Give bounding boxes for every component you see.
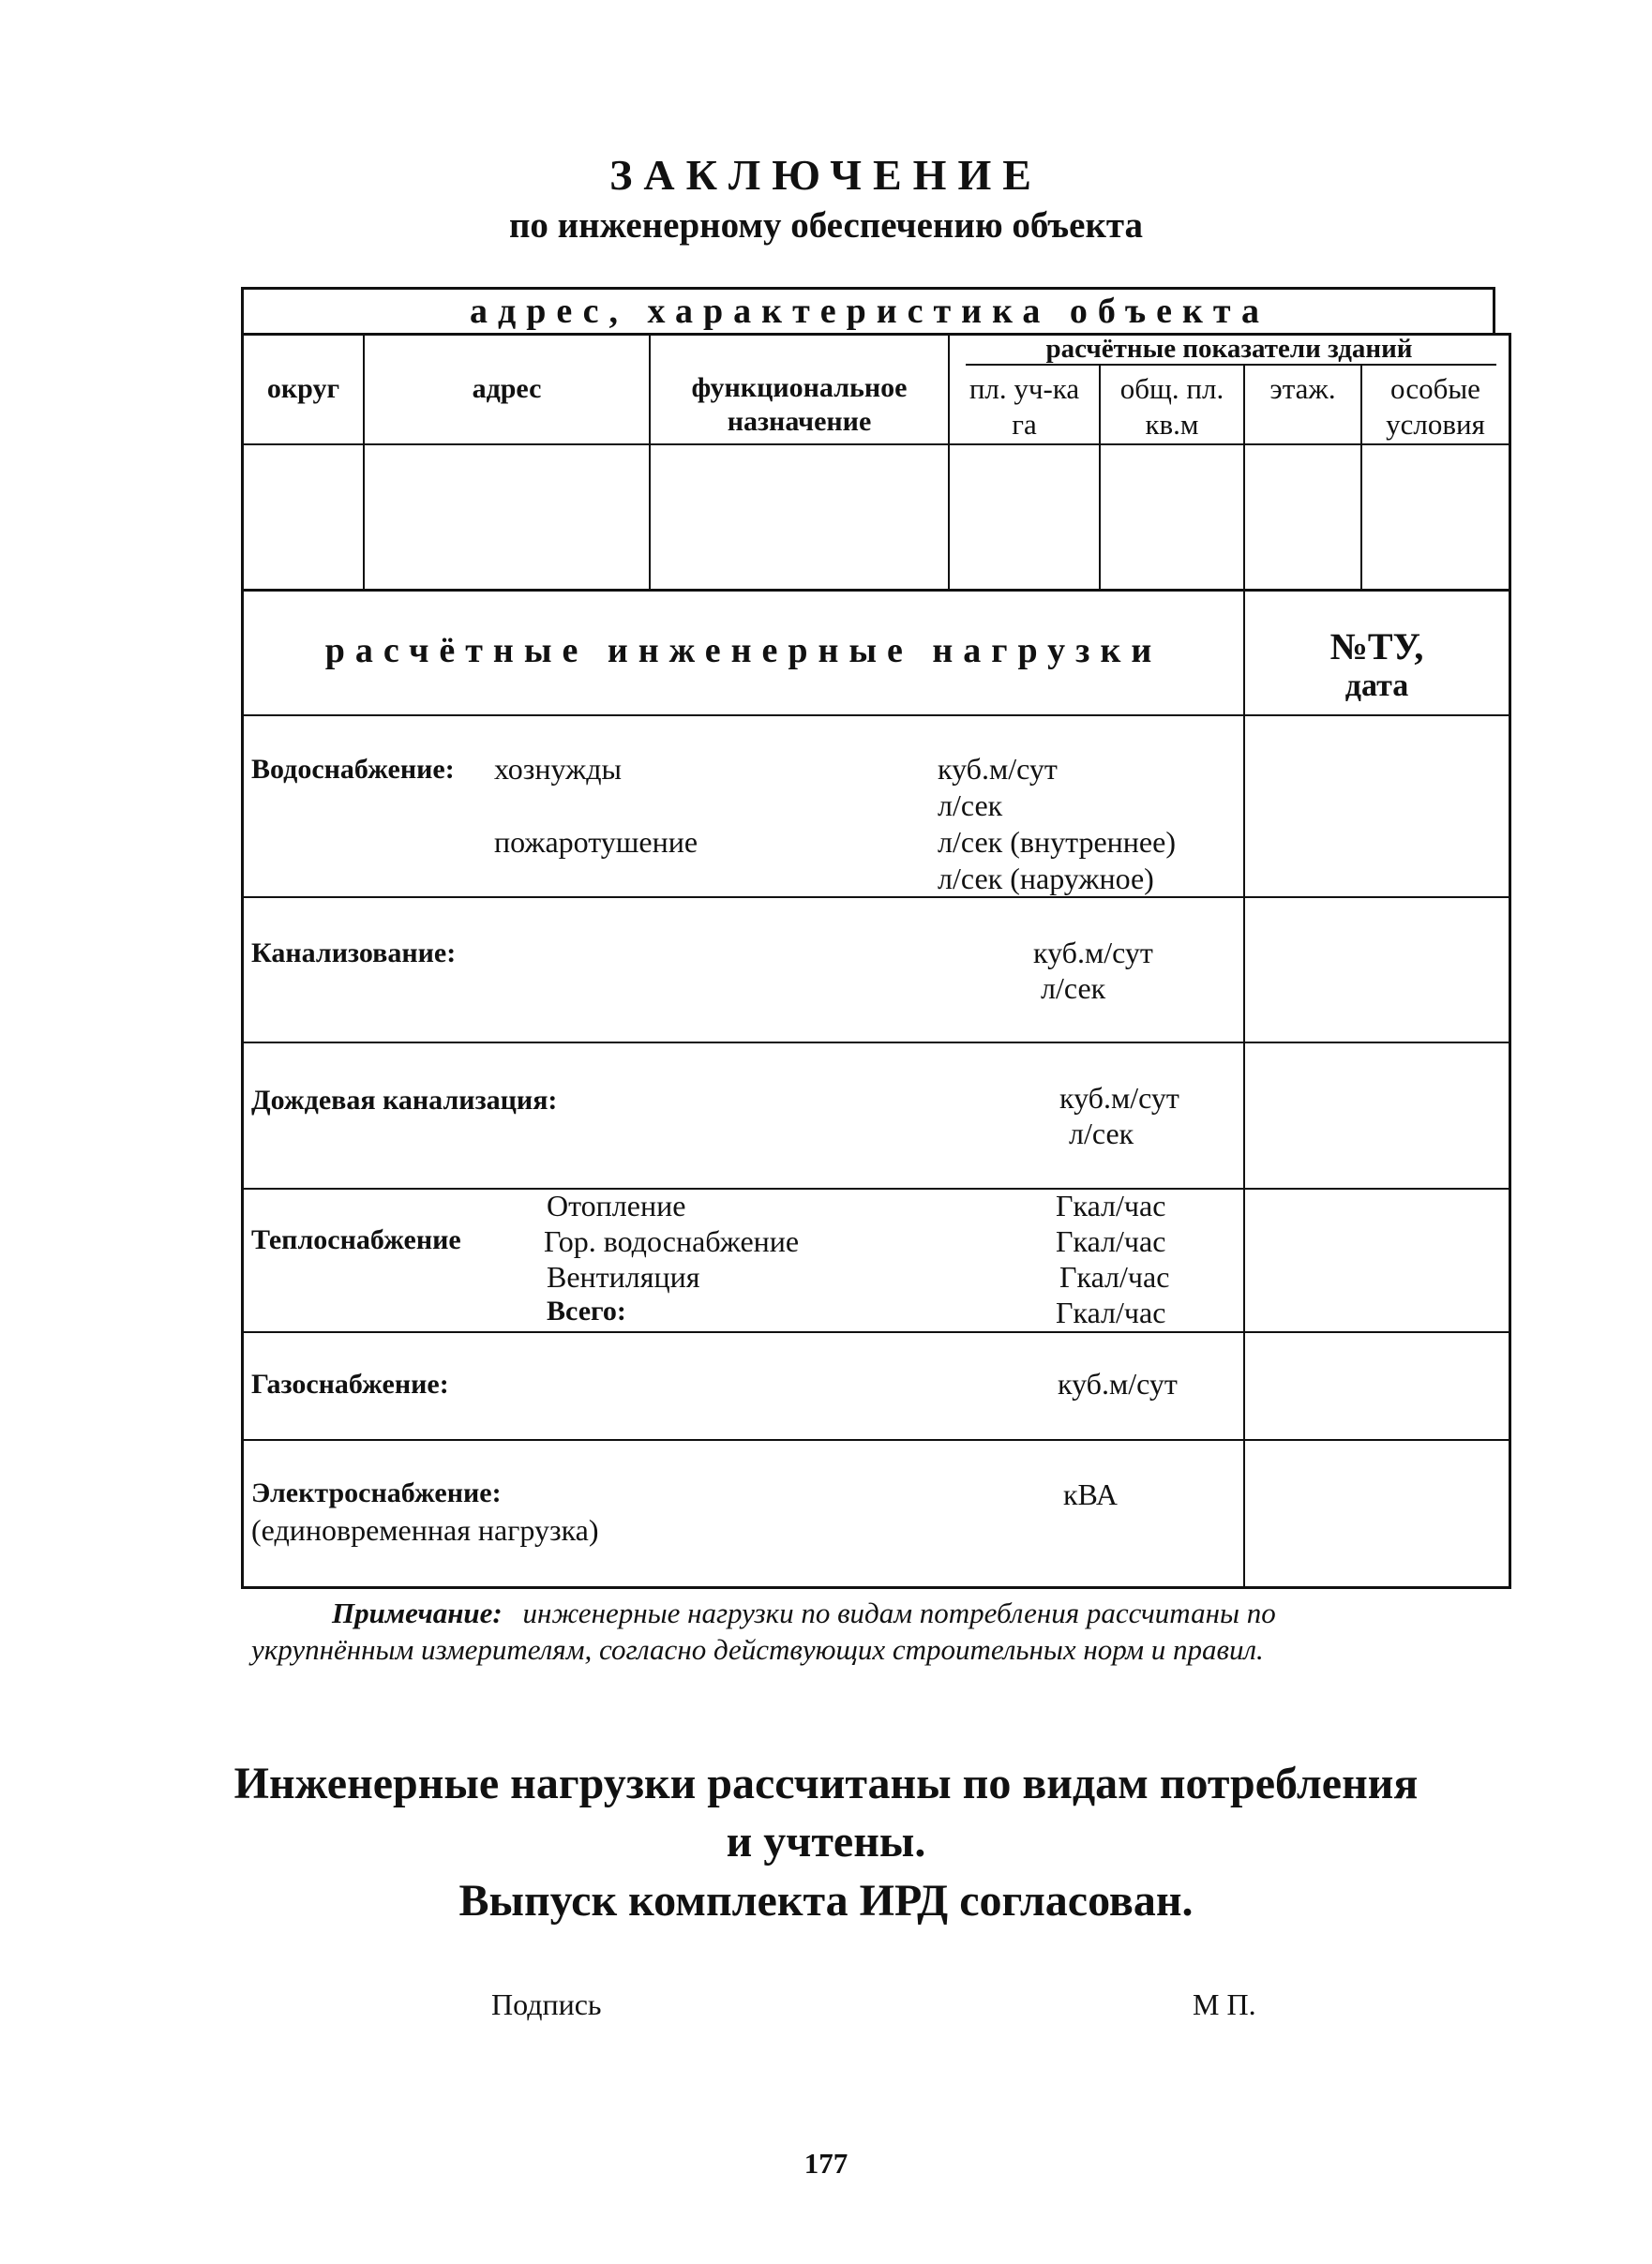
- rain-unit-1: куб.м/сут: [1059, 1081, 1179, 1115]
- section-object-header: адрес, характеристика объекта: [470, 292, 1269, 331]
- note-line-1: [332, 1597, 1276, 1630]
- col-special: особые условия: [1386, 372, 1485, 441]
- table-rule-columns: [241, 443, 1511, 445]
- col-adres: адрес: [472, 373, 542, 404]
- page-number: 177: [803, 2147, 849, 2180]
- heat-item-2: Гор. водоснабжение: [544, 1224, 800, 1258]
- col-line-1: [363, 333, 365, 591]
- col-function: функциональное назначение: [691, 372, 908, 437]
- row-line-rain: [241, 1188, 1511, 1190]
- heat-item-1: Отопление: [547, 1189, 686, 1222]
- water-fire: пожаротушение: [494, 825, 698, 859]
- stamp-label: М П.: [1193, 1987, 1256, 2021]
- note-text-1: инженерные нагрузки по видам потребления рассчитаны по: [522, 1597, 1276, 1629]
- col-area-plot: пл. уч-ка га: [969, 372, 1080, 441]
- heat-item-total: Всего:: [547, 1296, 626, 1327]
- table-border-bottom: [241, 1586, 1511, 1589]
- water-domestic: хознужды: [494, 752, 623, 786]
- conclusion-line-1: Инженерные нагрузки рассчитаны по видам потребления: [233, 1759, 1419, 1808]
- col-okrug: округ: [266, 373, 340, 404]
- water-unit-2: л/сек: [938, 788, 1003, 822]
- sewer-unit-1: куб.м/сут: [1033, 936, 1153, 969]
- note-line-2: укрупнённым измерителям, согласно действующих строительных норм и правил.: [251, 1633, 1264, 1666]
- table-border-left: [241, 333, 244, 1589]
- row-line-object: [241, 589, 1511, 592]
- water-unit-4: л/сек (наружное): [938, 862, 1154, 895]
- col-area-total: общ. пл. кв.м: [1119, 372, 1224, 441]
- electric-sublabel: (единовременная нагрузка): [251, 1513, 599, 1547]
- row-line-water: [241, 896, 1511, 898]
- rain-unit-2: л/сек: [1069, 1117, 1134, 1150]
- row-line-gas: [241, 1439, 1511, 1441]
- electric-label: Электроснабжение:: [251, 1477, 502, 1508]
- table-border-right: [1509, 333, 1511, 1589]
- signature-label: Подпись: [491, 1987, 602, 2021]
- water-unit-1: куб.м/сут: [938, 752, 1058, 786]
- gas-label: Газоснабжение:: [251, 1369, 449, 1400]
- row-line-loads-header: [241, 714, 1511, 716]
- section-loads-header: расчётные инженерные нагрузки: [324, 631, 1163, 670]
- table-border-top: [241, 287, 1495, 290]
- electric-unit: кВА: [1063, 1477, 1118, 1511]
- row-line-sewer: [241, 1042, 1511, 1043]
- rain-label: Дождевая канализация:: [251, 1085, 558, 1116]
- conclusion-line-2: и учтены.: [726, 1817, 926, 1867]
- sewer-unit-2: л/сек: [1041, 971, 1106, 1005]
- heat-unit-3: Гкал/час: [1059, 1260, 1170, 1294]
- heat-label: Теплоснабжение: [251, 1224, 461, 1255]
- document-subtitle: по инженерному обеспечению объекта: [508, 205, 1144, 246]
- heat-unit-1: Гкал/час: [1056, 1189, 1166, 1222]
- sewer-label: Канализование:: [251, 937, 457, 968]
- water-label: Водоснабжение:: [251, 754, 455, 785]
- document-title: ЗАКЛЮЧЕНИЕ: [609, 151, 1043, 199]
- col-line-5: [1243, 366, 1245, 1586]
- heat-item-3: Вентиляция: [547, 1260, 700, 1294]
- row-line-heat: [241, 1331, 1511, 1333]
- col-calc-group: расчётные показатели зданий: [1045, 334, 1413, 364]
- heat-unit-2: Гкал/час: [1056, 1224, 1166, 1258]
- conclusion-line-3: Выпуск комплекта ИРД согласован.: [458, 1876, 1194, 1926]
- tu-header: №ТУ, дата: [1329, 625, 1424, 703]
- note-prefix: Примечание:: [332, 1597, 503, 1629]
- water-unit-3: л/сек (внутреннее): [938, 825, 1176, 859]
- gas-unit: куб.м/сут: [1058, 1367, 1178, 1401]
- heat-unit-4: Гкал/час: [1056, 1296, 1166, 1329]
- col-floors: этаж.: [1269, 372, 1336, 405]
